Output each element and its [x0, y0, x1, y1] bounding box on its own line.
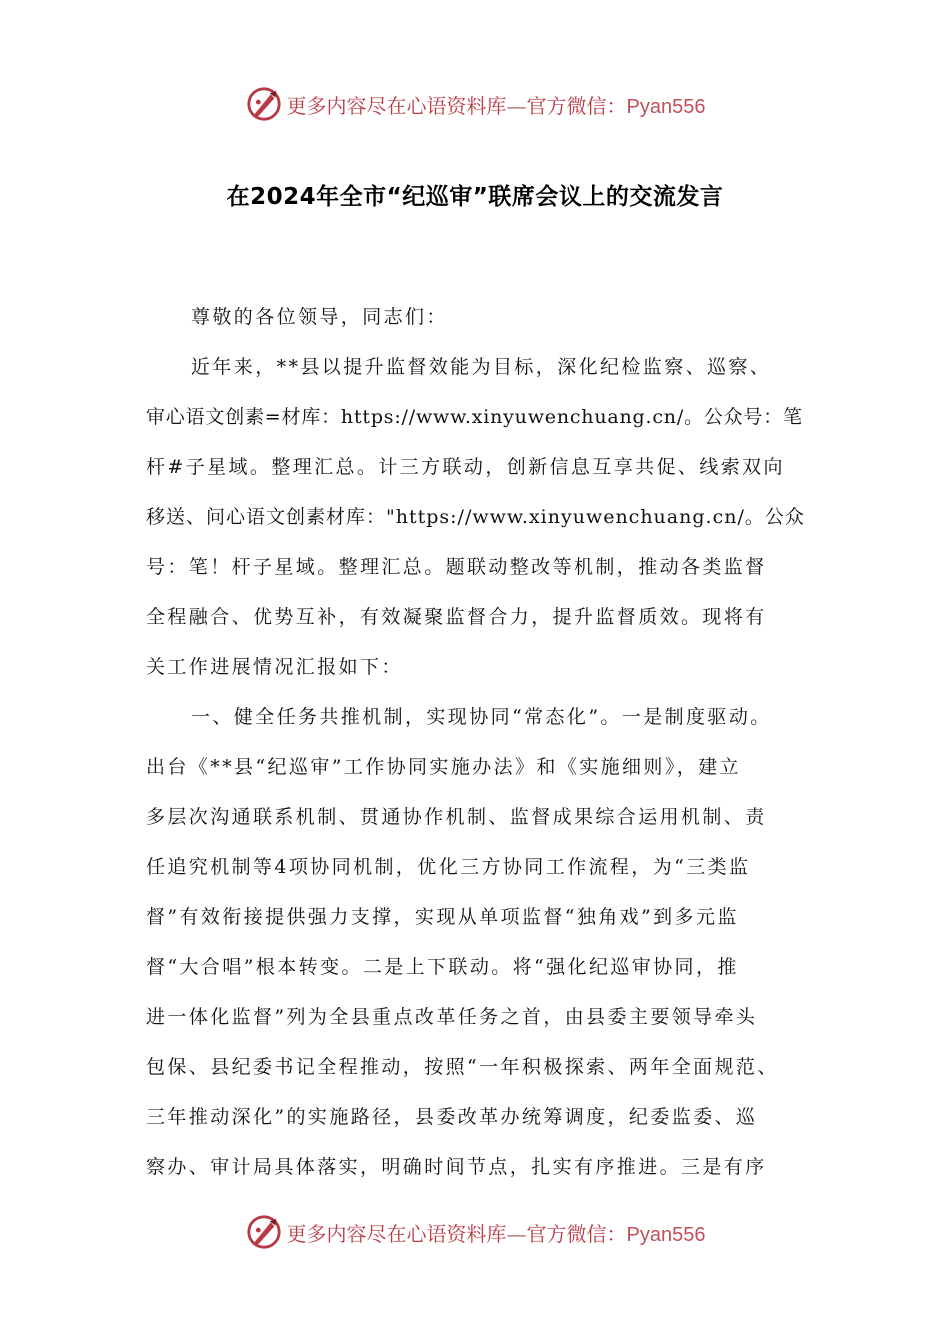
paragraph-line: 多层次沟通联系机制、贯通协作机制、监督成果综合运用机制、责: [146, 806, 767, 828]
paragraph-line: 督“大合唱”根本转变。二是上下联动。将“强化纪巡审协同，推: [146, 956, 739, 978]
pen-logo-icon: [245, 85, 283, 123]
watermark-banner-top: [0, 82, 950, 126]
paragraph-line: 进一体化监督”列为全县重点改革任务之首，由县委主要领导牵头: [146, 1006, 758, 1028]
watermark-text: 更多内容尽在心语资料库—官方微信：Pyan556: [286, 1221, 706, 1246]
paragraph-line: 号：笔！杆子星域。整理汇总。题联动整改等机制，推动各类监督: [146, 556, 767, 578]
paragraph-line: 出台《**县“纪巡审”工作协同实施办法》和《实施细则》，建立: [146, 756, 741, 778]
watermark-text: 更多内容尽在心语资料库—官方微信：Pyan556: [286, 93, 706, 118]
watermark-banner-bottom: [0, 1210, 950, 1254]
paragraph-line: 一、健全任务共推机制，实现协同“常态化”。一是制度驱动。: [191, 706, 772, 728]
salutation: 尊敬的各位领导，同志们：: [191, 306, 448, 328]
paragraph-line: 察办、审计局具体落实，明确时间节点，扎实有序推进。三是有序: [146, 1156, 767, 1178]
paragraph-1: [146, 342, 810, 692]
paragraph-2: [146, 692, 810, 1192]
paragraph-line: 关工作进展情况汇报如下：: [146, 656, 403, 678]
paragraph-line: 三年推动深化”的实施路径，县委改革办统筹调度，纪委监委、巡: [146, 1106, 758, 1128]
paragraph-line: 包保、县纪委书记全程推动，按照“一年积极探索、两年全面规范、: [146, 1056, 779, 1078]
pen-logo-icon: [245, 1213, 283, 1251]
paragraph-line: 杆#子星域。整理汇总。计三方联动，创新信息互享共促、线索双向: [146, 456, 785, 478]
document-body: [146, 292, 810, 1192]
paragraph-line: 任追究机制等4项协同机制，优化三方协同工作流程，为“三类监: [146, 856, 751, 878]
paragraph-line: 近年来，**县以提升监督效能为目标，深化纪检监察、巡察、: [191, 356, 772, 378]
document-title: 在2024年全市“纪巡审”联席会议上的交流发言: [226, 184, 724, 210]
paragraph-line: 督”有效衔接提供强力支撑，实现从单项监督“独角戏”到多元监: [146, 906, 739, 928]
paragraph-line: 审心语文创素=材库：https://www.xinyuwenchuang.cn/。公众号：笔: [146, 406, 803, 428]
paragraph-line: 移送、问心语文创素材库："https://www.xinyuwenchuang.cn/。公众: [146, 506, 805, 528]
paragraph-line: 全程融合、优势互补，有效凝聚监督合力，提升监督质效。现将有: [146, 606, 767, 628]
